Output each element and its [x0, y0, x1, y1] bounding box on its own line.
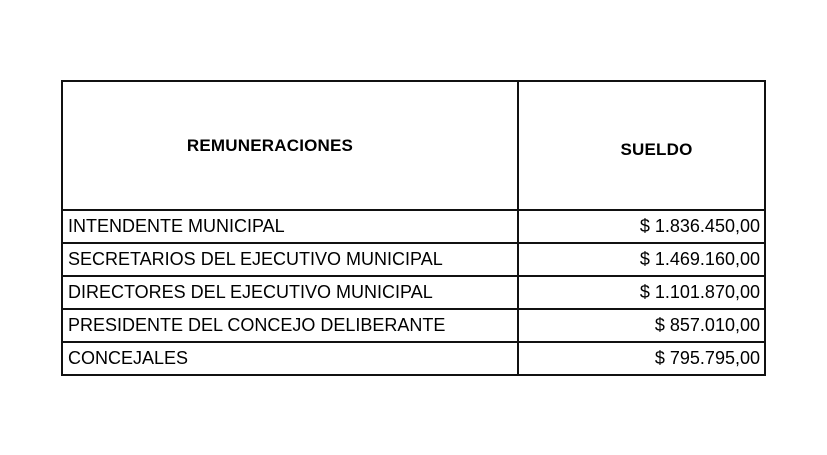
row-label: DIRECTORES DEL EJECUTIVO MUNICIPAL [62, 276, 518, 309]
header-sueldo: SUELDO [518, 81, 765, 210]
salary-table-container [61, 80, 764, 376]
row-amount: $ 857.010,00 [518, 309, 765, 342]
row-amount: $ 1.836.450,00 [518, 210, 765, 243]
table-row [62, 342, 765, 375]
row-amount: $ 1.101.870,00 [518, 276, 765, 309]
row-label: SECRETARIOS DEL EJECUTIVO MUNICIPAL [62, 243, 518, 276]
row-label: CONCEJALES [62, 342, 518, 375]
header-remuneraciones: REMUNERACIONES [62, 81, 518, 210]
table-row [62, 276, 765, 309]
row-amount: $ 1.469.160,00 [518, 243, 765, 276]
row-amount: $ 795.795,00 [518, 342, 765, 375]
salary-table [61, 80, 766, 376]
row-label: PRESIDENTE DEL CONCEJO DELIBERANTE [62, 309, 518, 342]
table-header-row [62, 81, 765, 210]
table-row [62, 309, 765, 342]
table-row [62, 243, 765, 276]
table-row [62, 210, 765, 243]
row-label: INTENDENTE MUNICIPAL [62, 210, 518, 243]
